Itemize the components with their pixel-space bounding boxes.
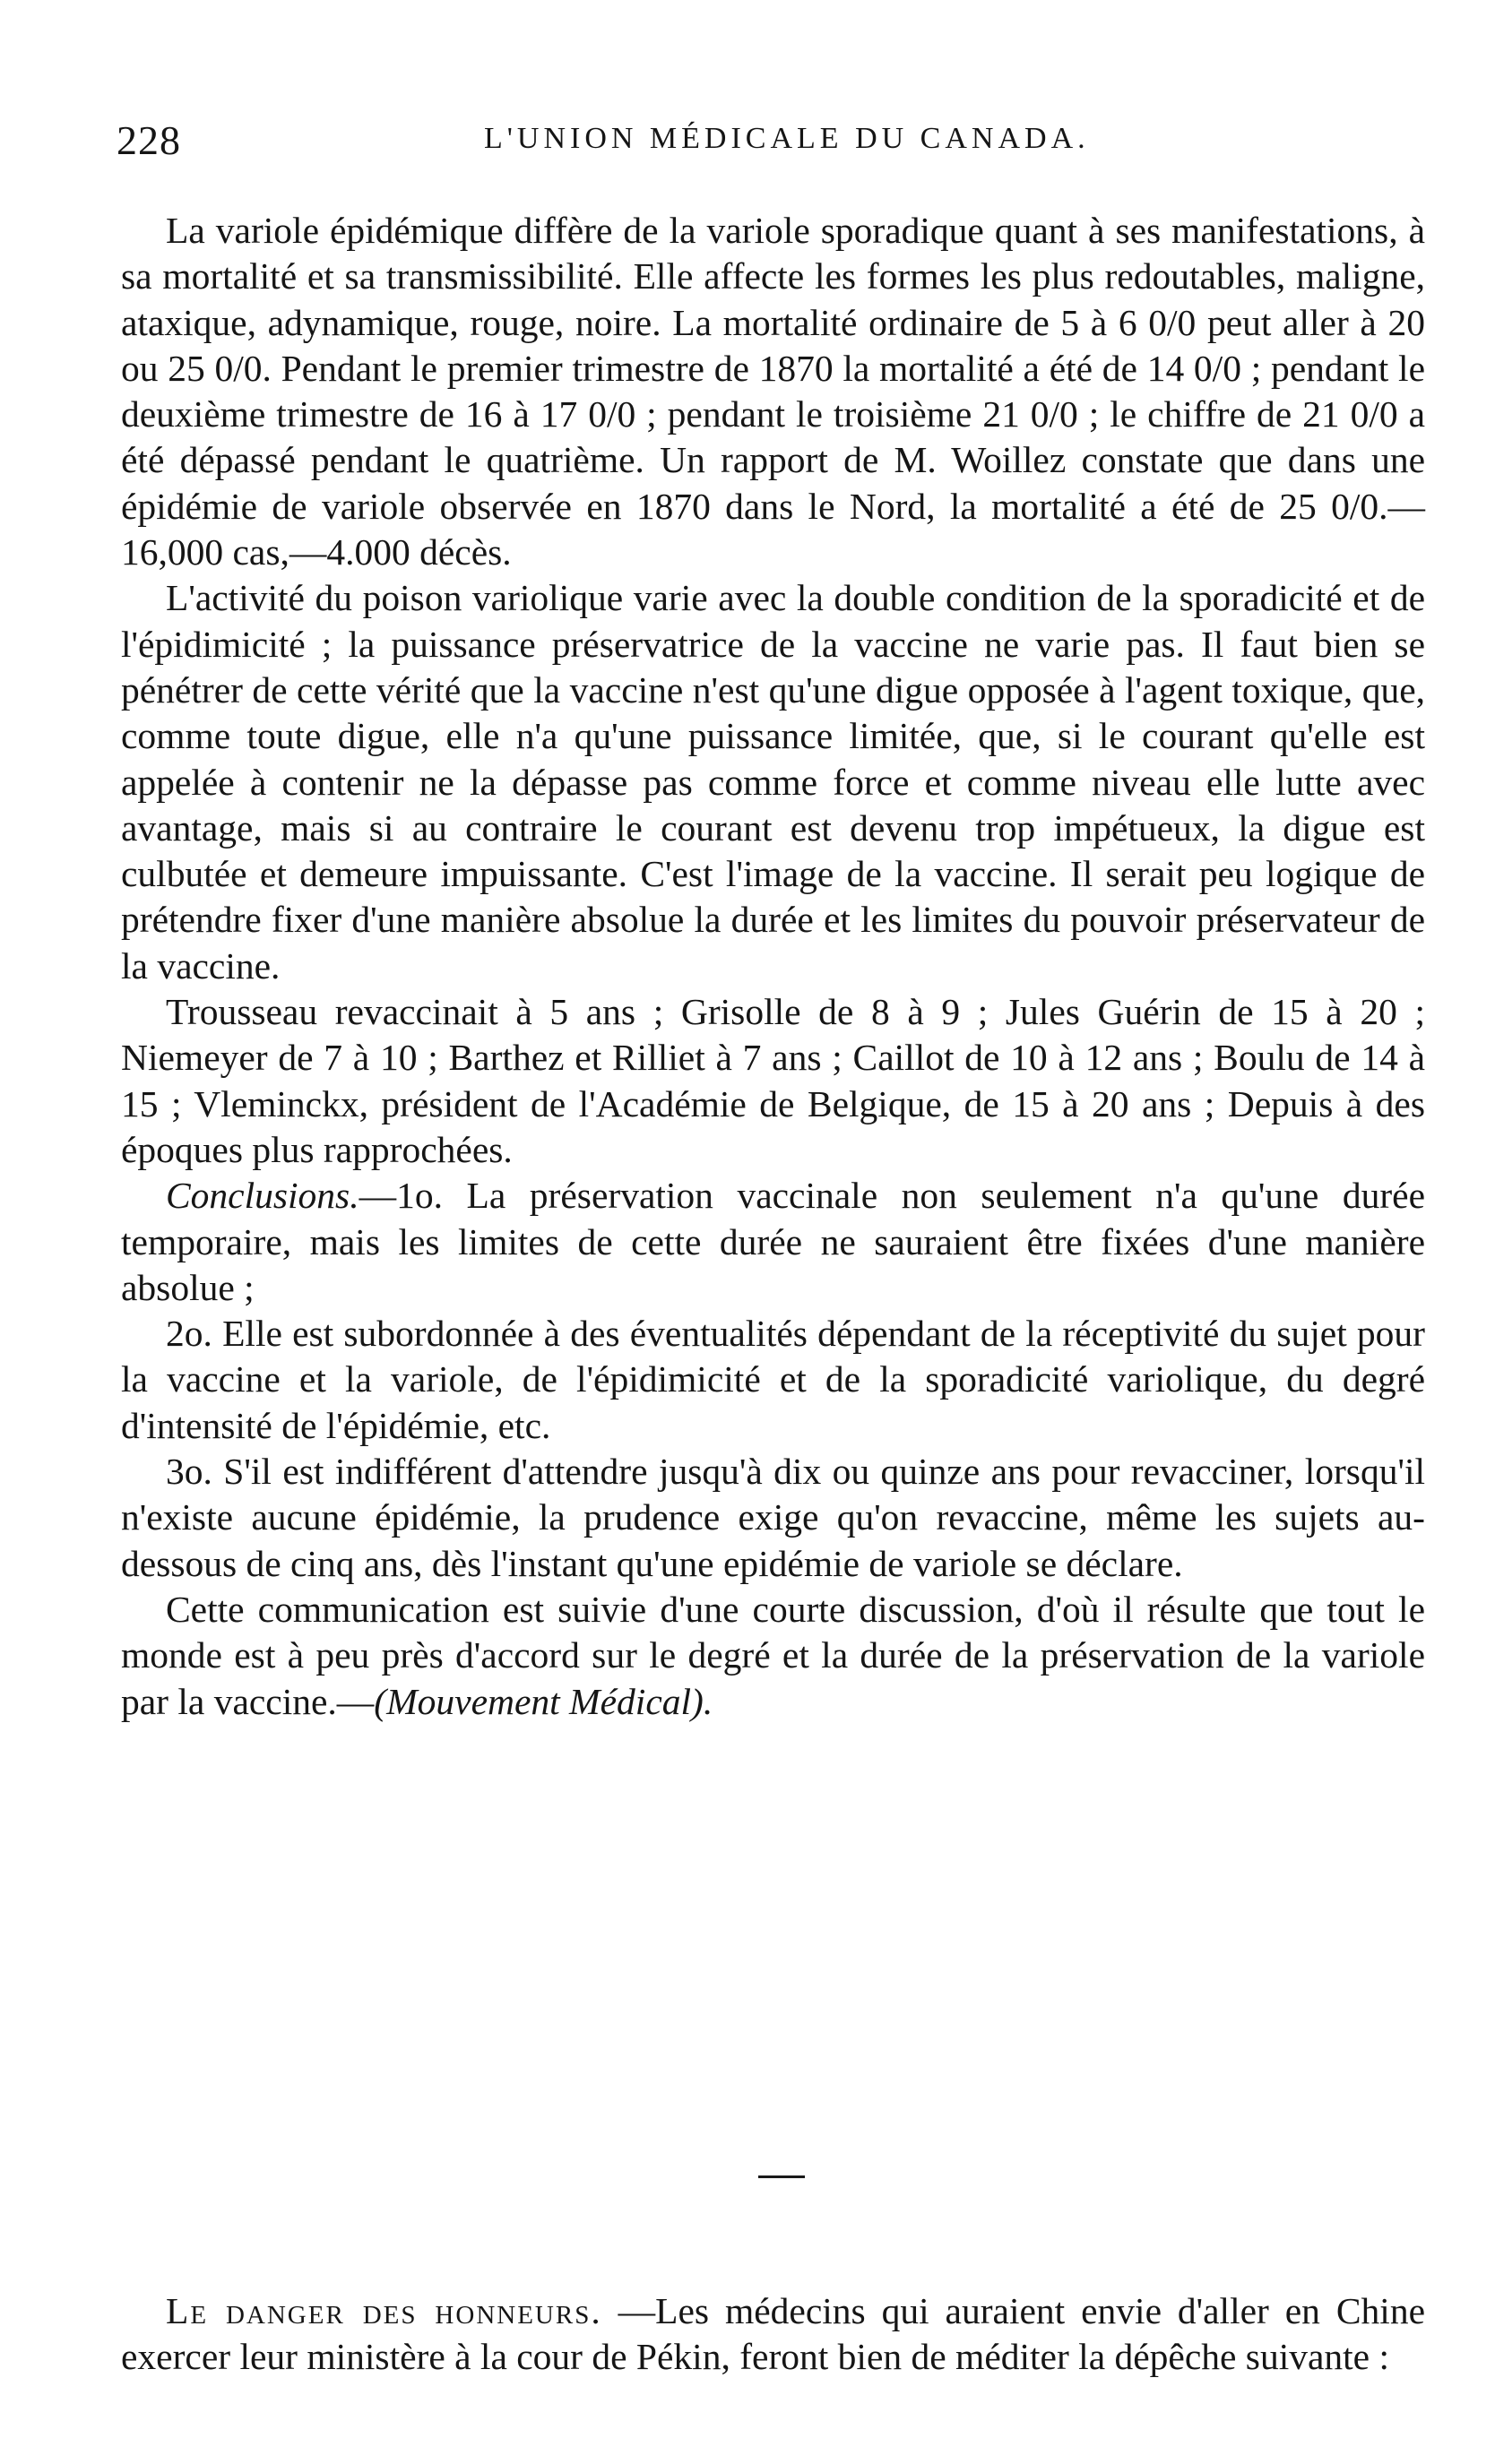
danger-section <box>121 2288 1425 2381</box>
discussion-text: Cette communication est suivie d'une courte discussion, d'où il résulte que tout le monde est à peu près d'accord sur le degré et la durée de la préservation de la variole par la vaccine.— <box>121 1588 1425 1722</box>
paragraph-conclusion-2: 2o. Elle est subordonnée à des éventualités dépendant de la réceptivité du sujet pour la vaccine et la variole, de l'épidimicité et de la sporadicité variolique, du degré d'intensité de l'épidémie, etc. <box>121 1313 1425 1446</box>
conclusions-heading: Conclusions. <box>166 1175 359 1217</box>
danger-text: —Les médecins qui auraient envie d'aller en Chine exercer leur ministère à la cour de Pékin, feront bien de méditer la dépêche suivante : <box>121 2290 1425 2378</box>
paragraph-danger <box>121 2288 1425 2381</box>
danger-heading: Le danger des honneurs. <box>166 2290 602 2331</box>
paragraph-discussion <box>121 1587 1425 1725</box>
article-body <box>121 208 1425 1725</box>
running-title: L'UNION MÉDICALE DU CANADA. <box>484 122 1090 155</box>
paragraph-poison-activity: L'activité du poison variolique varie avec la double condition de la sporadicité et de l'épidimicité ; la puissance préservatrice de la vaccine ne varie pas. Il faut bien se pénétrer de cette vérité que la vaccine n'est qu'une digue opposée à l'agent toxique, que, comme toute digue, elle n'a qu'une puissance limitée, que, si le courant qu'elle est appelée à contenir ne la dépasse pas comme force et comme niveau elle lutte avec avantage, mais si au contraire le courant est devenu trop impétueux, la digue est culbutée et demeure impuissante. C'est l'image de la vaccine. Il serait peu logique de prétendre fixer d'une manière absolue la durée et les limites du pouvoir préservateur de la vaccine. <box>121 577 1425 986</box>
paragraph-revaccination-ages: Trousseau revaccinait à 5 ans ; Grisolle de 8 à 9 ; Jules Guérin de 15 à 20 ; Niemeyer de 7 à 10 ; Barthez et Rilliet à 7 ans ; Caillot de 10 à 12 ans ; Boulu de 14 à 15 ; Vleminckx, président de l'Académie de Belgique, de 15 à 20 ans ; Depuis à des époques plus rapprochées. <box>121 991 1425 1170</box>
page-header <box>117 116 1389 170</box>
section-divider <box>758 2175 805 2178</box>
conclusion-1-text: —1o. La préservation vaccinale non seulement n'a qu'une durée temporaire, mais les limites de cette durée ne sauraient être fixées d'une manière absolue ; <box>121 1175 1425 1308</box>
page-number: 228 <box>117 117 181 163</box>
paragraph-mortality: La variole épidémique diffère de la variole sporadique quant à ses manifestations, à sa mortalité et sa transmissibilité. Elle affecte les formes les plus redoutables, maligne, ataxique, adynamique, rouge, noire. La mortalité ordinaire de 5 à 6 0/0 peut aller à 20 ou 25 0/0. Pendant le premier trimestre de 1870 la mortalité a été de 14 0/0 ; pendant le deuxième trimestre de 16 à 17 0/0 ; pendant le troisième 21 0/0 ; le chiffre de 21 0/0 a été dépassé pendant le quatrième. Un rapport de M. Woillez constate que dans une épidémie de variole observée en 1870 dans le Nord, la mortalité a été de 25 0/0.—16,000 cas,—4.000 décès. <box>121 210 1425 573</box>
paragraph-conclusion-1 <box>121 1173 1425 1311</box>
source-citation: (Mouvement Médical). <box>374 1680 713 1722</box>
paragraph-conclusion-3: 3o. S'il est indifférent d'attendre jusqu'à dix ou quinze ans pour revacciner, lorsqu'il n'existe aucune épidémie, la prudence exige qu'on revaccine, même les sujets au-dessous de cinq ans, dès l'instant qu'une epidémie de variole se déclare. <box>121 1451 1425 1584</box>
